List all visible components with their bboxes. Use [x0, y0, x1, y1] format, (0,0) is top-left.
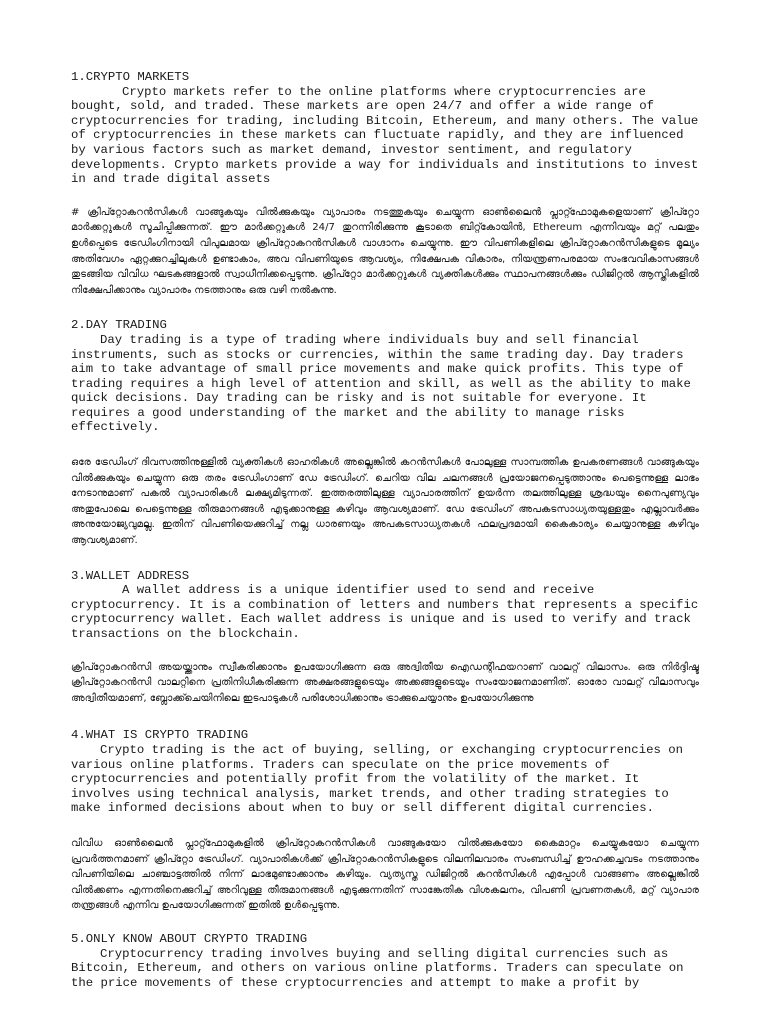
english-paragraph: Crypto trading is the act of buying, selling, or exchanging cryptocurrencies on various online platforms. Traders can speculate on the price movements of cryptocurrencies and potentially profit from the volatility of the market. It involves using technical analysis, market trends, and other trading strategies to make informed decisions about when to buy or sell different digital currencies. — [71, 742, 683, 816]
english-paragraph: Crypto markets refer to the online platforms where cryptocurrencies are bought, sold, and traded. These markets are open 24/7 and offer a wide range of cryptocurrencies for trading, including Bitcoin, Ethereum, and many others. The value of cryptocurrencies in these markets can fluctuate rapidly, and they are influenced by various factors such as market demand, investor sentiment, and regulatory developments. Crypto markets provide a way for individuals and institutions to invest in and trade digital assets — [71, 84, 699, 187]
section-heading: 1.CRYPTO MARKETS — [71, 70, 190, 84]
malayalam-paragraph: വിവിധ ഓൺലൈൻ പ്ലാറ്റ്ഫോമുകളിൽ ക്രിപ്റ്റോകറൻസികൾ വാങ്ങുകയോ വിൽക്കുകയോ കൈമാറ്റം ചെയ്യുകയോ ചെയ്യുന്ന പ്രവർത്തനമാണ് ക്രിപ്റ്റോ ട്രേഡിംഗ്. വ്യാപാരികൾക്ക് ക്രിപ്റ്റോകറൻസികളുടെ വിലനിലവാരം സംബന്ധിച്ച് ഊഹക്കച്ചവടം നടത്താനും വിപണിയിലെ ചാഞ്ചാട്ടത്തിൽ നിന്ന് ലാഭമുണ്ടാക്കാനും കഴിയും. വ്യത്യസ്ത ഡിജിറ്റൽ കറൻസികൾ എപ്പോൾ വാങ്ങണം അല്ലെങ്കിൽ വിൽക്കണം എന്നതിനെക്കുറിച്ച് അറിവുള്ള തീരുമാനങ്ങൾ എടുക്കുന്നതിന് സാങ്കേതിക വിശകലനം, വിപണി പ്രവണതകൾ, മറ്റ് വ്യാപാര തന്ത്രങ്ങൾ എന്നിവ ഉപയോഗിക്കുന്നത് ഇതിൽ ഉൾപ്പെടുന്നു. — [71, 837, 699, 912]
section-day-trading — [71, 318, 699, 548]
section-heading: 3.WALLET ADDRESS — [71, 568, 190, 583]
section-heading: 5.ONLY KNOW ABOUT CRYPTO TRADING — [71, 931, 308, 946]
section-what-is-crypto-trading — [71, 728, 699, 914]
document-page — [71, 70, 699, 990]
malayalam-paragraph: # ക്രിപ്റ്റോകറൻസികൾ വാങ്ങുകയും വിൽക്കുകയും വ്യാപാരം നടത്തുകയും ചെയ്യുന്ന ഓൺലൈൻ പ്ലാറ്റ്ഫോമുകളെയാണ് ക്രിപ്റ്റോ മാർക്കറ്റുകൾ സൂചിപ്പിക്കുന്നത്. ഈ മാർക്കറ്റുകൾ 24/7 തുറന്നിരിക്കുന്നു കൂടാതെ ബിറ്റ്കോയിൻ, Ethereum എന്നിവയും മറ്റ് പലതും ഉൾപ്പെടെ ട്രേഡിംഗിനായി വിപുലമായ ക്രിപ്റ്റോകറൻസികൾ വാഗ്ദാനം ചെയ്യുന്നു. ഈ വിപണികളിലെ ക്രിപ്റ്റോകറൻസികളുടെ മൂല്യം അതിവേഗം ഏറ്റക്കുറച്ചിലുകൾ ഉണ്ടാകാം, അവ വിപണിയുടെ ആവശ്യം, നിക്ഷേപക വികാരം, നിയന്ത്രണപരമായ സംഭവവികാസങ്ങൾ തുടങ്ങിയ വിവിധ ഘടകങ്ങളാൽ സ്വാധീനിക്കപ്പെടുന്നു. ക്രിപ്റ്റോ മാർക്കറ്റുകൾ വ്യക്തികൾക്കും സ്ഥാപനങ്ങൾക്കും ഡിജിറ്റൽ ആസ്തികളിൽ നിക്ഷേപിക്കാനും വ്യാപാരം നടത്താനും ഒരു വഴി നൽകുന്നു. — [71, 206, 699, 296]
english-paragraph: Cryptocurrency trading involves buying and selling digital currencies such as Bitcoin, Ethereum, and others on various online platforms. Traders can speculate on the price movements of these cryptocurrencies and attempt to make a profit by — [71, 946, 684, 990]
english-paragraph: A wallet address is a unique identifier used to send and receive cryptocurrency. It is a combination of letters and numbers that represents a specific cryptocurrency wallet. Each wallet address is unique and is used to verify and track transactions on the blockchain. — [71, 583, 699, 641]
english-paragraph: Day trading is a type of trading where individuals buy and sell financial instruments, such as stocks or currencies, within the same trading day. Day traders aim to take advantage of small price movements and make quick profits. This type of trading requires a high level of attention and skill, as well as the ability to make quick decisions. Day trading can be risky and is not suitable for everyone. It requires a good understanding of the market and the ability to manage risks effectively. — [71, 332, 691, 435]
section-heading: 2.DAY TRADING — [71, 318, 167, 333]
section-wallet-address — [71, 569, 699, 707]
malayalam-paragraph: ഒരേ ട്രേഡിംഗ് ദിവസത്തിനുള്ളിൽ വ്യക്തികൾ ഓഹരികൾ അല്ലെങ്കിൽ കറൻസികൾ പോലുള്ള സാമ്പത്തിക ഉപകരണങ്ങൾ വാങ്ങുകയും വിൽക്കുകയും ചെയ്യുന്ന ഒരു തരം ട്രേഡിംഗാണ് ഡേ ട്രേഡിംഗ്. ചെറിയ വില ചലനങ്ങൾ പ്രയോജനപ്പെടുത്താനും പെട്ടെന്നുള്ള ലാഭം നേടാനുമാണ് പകൽ വ്യാപാരികൾ ലക്ഷ്യമിടുന്നത്. ഇത്തരത്തിലുള്ള വ്യാപാരത്തിന് ഉയർന്ന തലത്തിലുള്ള ശ്രദ്ധയും നൈപുണ്യവും അതുപോലെ പെട്ടെന്നുള്ള തീരുമാനങ്ങൾ എടുക്കാനുള്ള കഴിവും ആവശ്യമാണ്. ഡേ ട്രേഡിംഗ് അപകടസാധ്യതയുള്ളതും എല്ലാവർക്കും അനുയോജ്യവുമല്ല. ഇതിന് വിപണിയെക്കുറിച്ച് നല്ല ധാരണയും അപകടസാധ്യതകൾ ഫലപ്രദമായി കൈകാര്യം ചെയ്യാനുള്ള കഴിവും ആവശ്യമാണ്. — [71, 457, 699, 547]
section-heading: 4.WHAT IS CRYPTO TRADING — [71, 728, 249, 743]
malayalam-paragraph: ക്രിപ്റ്റോകറൻസി അയയ്ക്കാനും സ്വീകരിക്കാനും ഉപയോഗിക്കുന്ന ഒരു അദ്വിതീയ ഐഡന്റിഫയറാണ് വാലറ്റ് വിലാസം. ഒരു നിർദ്ദിഷ്ട ക്രിപ്റ്റോകറൻസി വാലറ്റിനെ പ്രതിനിധീകരിക്കുന്ന അക്ഷരങ്ങളുടെയും അക്കങ്ങളുടെയും സംയോജനമാണിത്. ഓരോ വാലറ്റ് വിലാസവും അദ്വിതീയമാണ്, ബ്ലോക്ക്ചെയിനിലെ ഇടപാടുകൾ പരിശോധിക്കാനും ട്രാക്കുചെയ്യാനും ഉപയോഗിക്കുന്നു — [71, 661, 699, 704]
section-crypto-markets — [71, 70, 699, 298]
section-only-know-about-crypto-trading — [71, 932, 699, 990]
